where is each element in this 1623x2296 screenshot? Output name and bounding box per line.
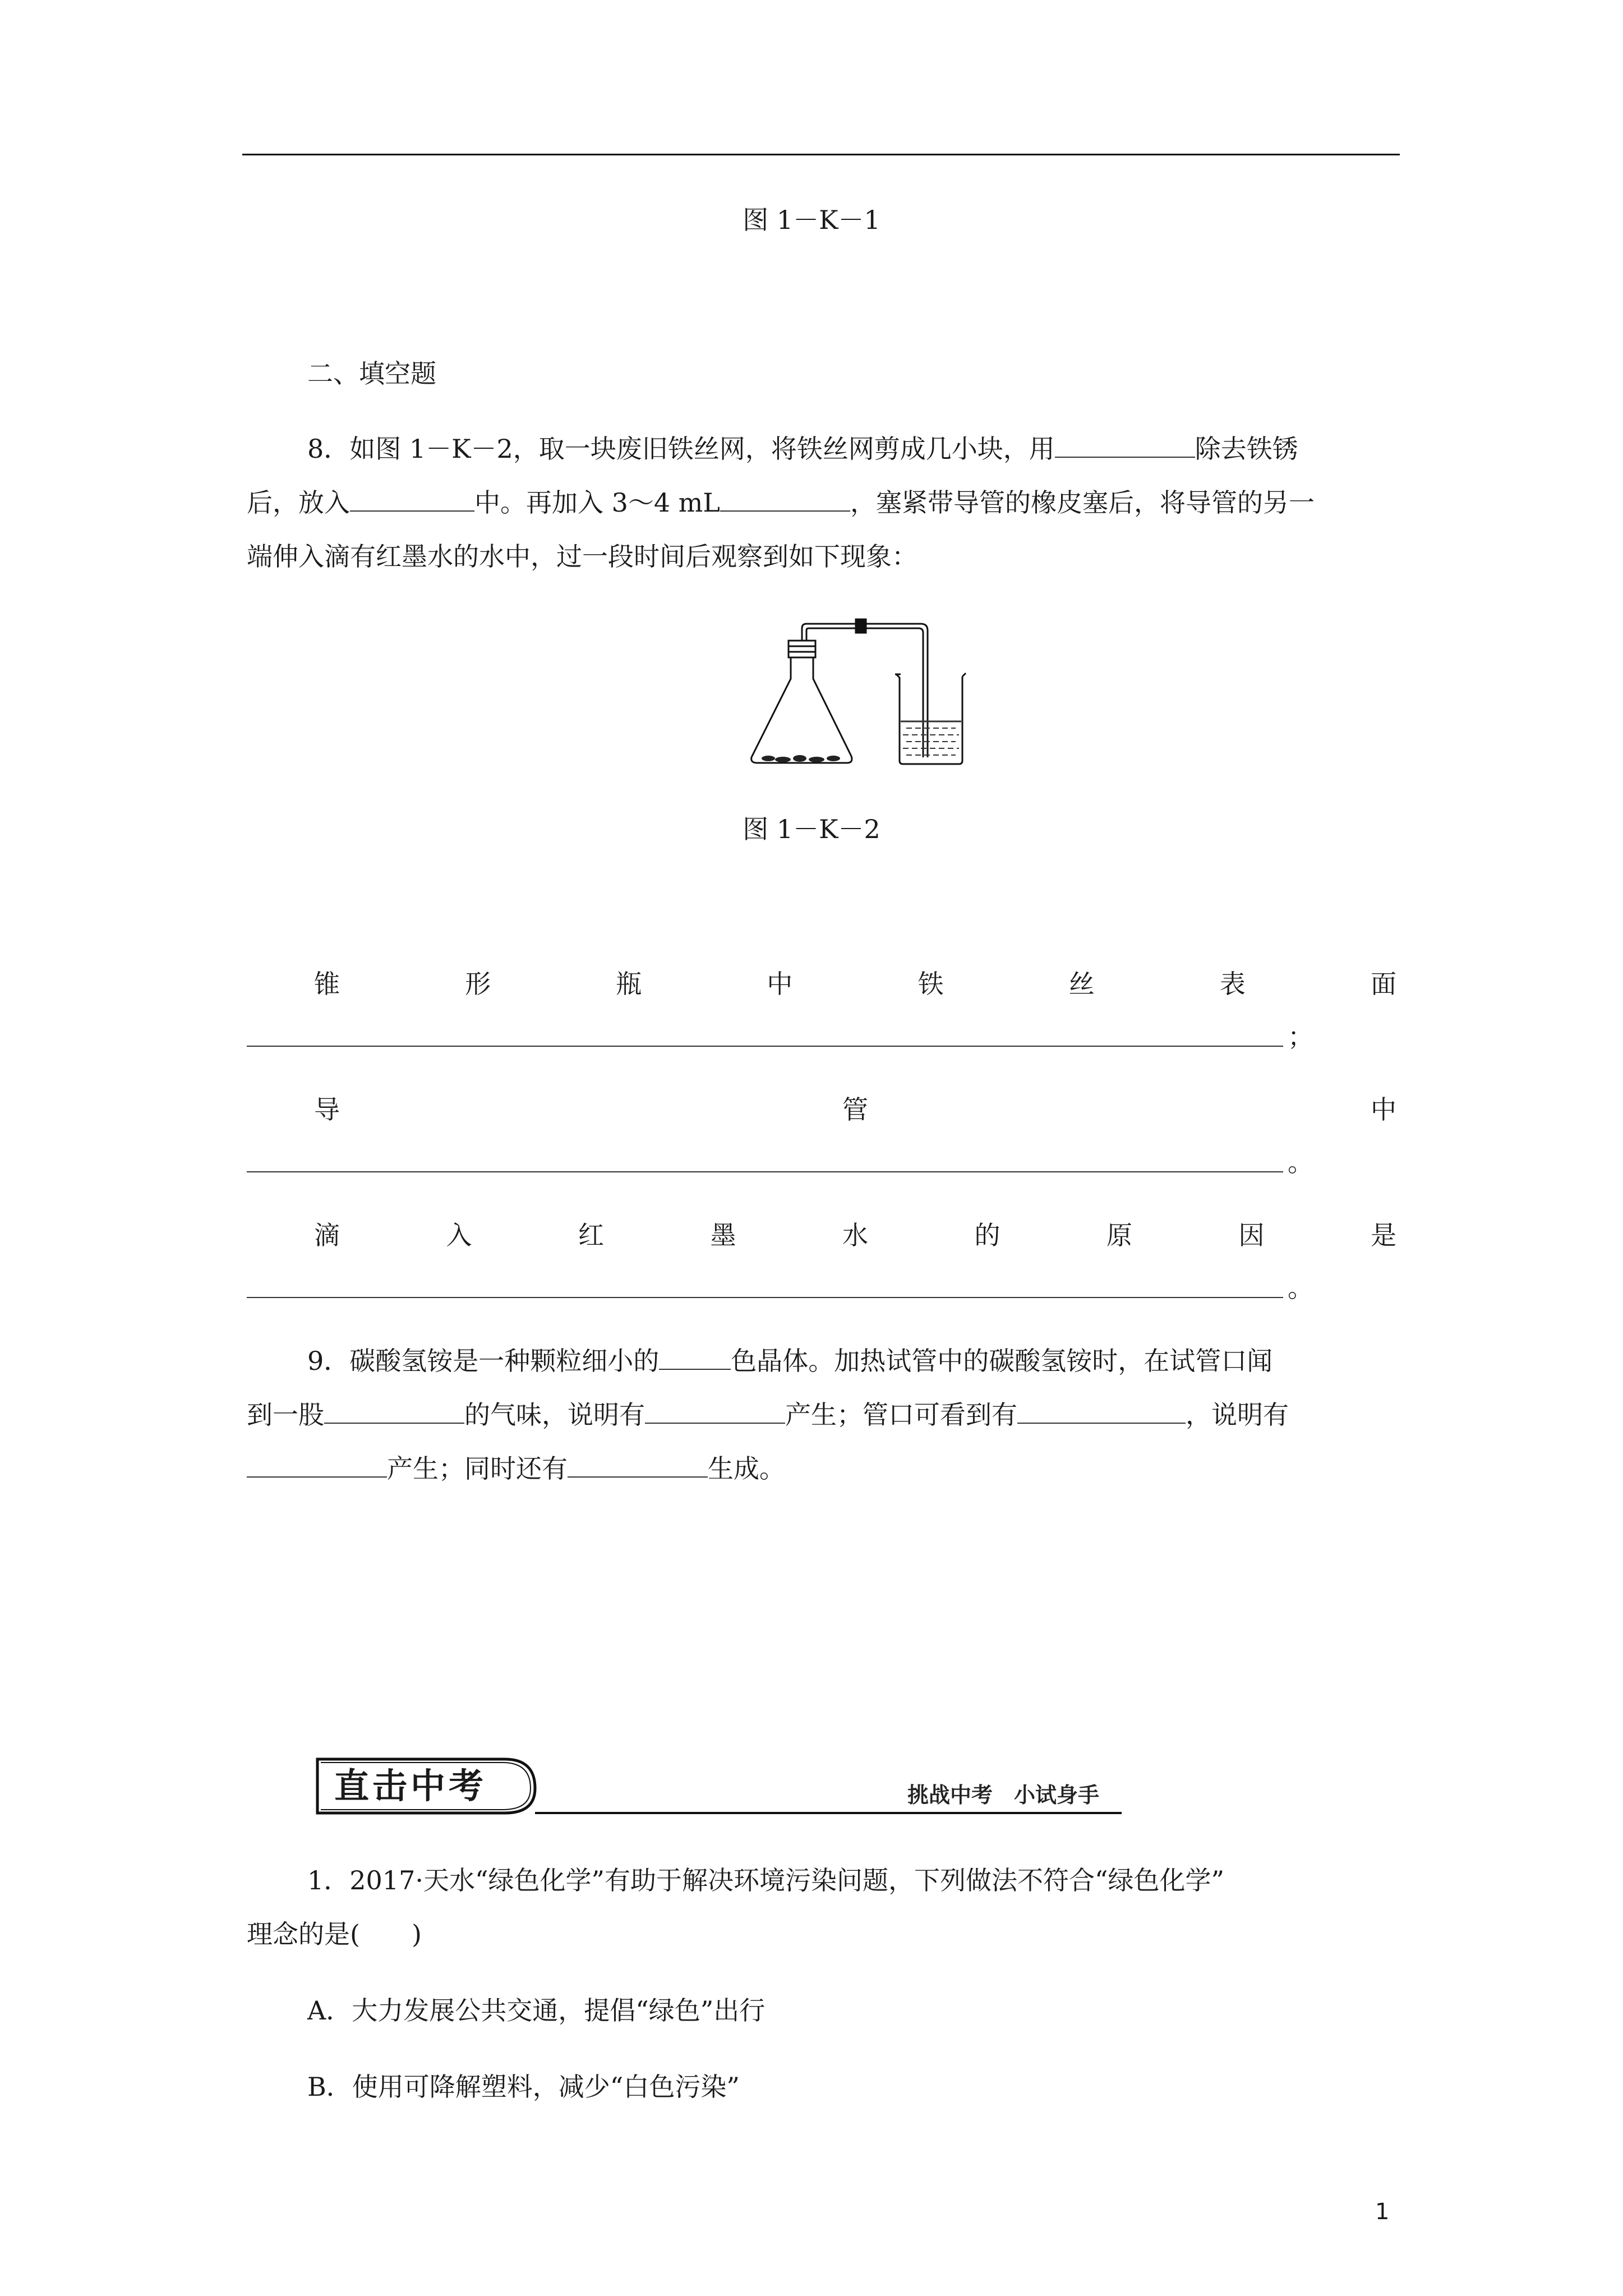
prompt-char: 面 bbox=[1370, 969, 1396, 999]
answer-blank[interactable] bbox=[645, 1398, 785, 1424]
flask-outline bbox=[751, 656, 852, 763]
q9-text: 产生；同时还有 bbox=[387, 1453, 568, 1484]
figure-1-caption: 图 1－K－1 bbox=[743, 205, 880, 235]
prompt-char: 红 bbox=[578, 1220, 604, 1250]
page-number: 1 bbox=[1375, 2199, 1390, 2225]
answer-blank[interactable] bbox=[568, 1452, 708, 1478]
answer-blank[interactable] bbox=[247, 1452, 387, 1478]
rubber-stopper bbox=[789, 641, 815, 657]
answer-blank[interactable] bbox=[324, 1398, 464, 1424]
answer-blank[interactable] bbox=[720, 486, 850, 512]
answer-line-2[interactable] bbox=[247, 1171, 1283, 1172]
q9-text: 色晶体。加热试管中的碳酸氢铵时，在试管口闻 bbox=[731, 1346, 1273, 1376]
observation-2-prompt bbox=[314, 1093, 1396, 1126]
prompt-char: 形 bbox=[465, 969, 491, 999]
q9-text: ，说明有 bbox=[1186, 1400, 1289, 1430]
q9-text: 到一股 bbox=[247, 1400, 324, 1430]
section-title-fill-blank: 二、填空题 bbox=[307, 358, 436, 389]
prompt-char: 铁 bbox=[917, 969, 944, 999]
prompt-char: 水 bbox=[842, 1220, 868, 1250]
answer-blank[interactable] bbox=[350, 486, 474, 512]
prompt-char: 瓶 bbox=[616, 969, 642, 999]
question-9-line-2 bbox=[247, 1398, 1289, 1432]
prompt-char: 原 bbox=[1106, 1220, 1132, 1250]
exam-question-1-line-2: 理念的是( ) bbox=[247, 1919, 422, 1949]
q9-text: 9．碳酸氢铵是一种颗粒细小的 bbox=[307, 1346, 660, 1376]
delivery-tube bbox=[802, 624, 928, 757]
option-b[interactable]: B．使用可降解塑料，减少“白色污染” bbox=[307, 2072, 740, 2102]
answer-line-3[interactable] bbox=[247, 1297, 1283, 1298]
answer-line-2-end: 。 bbox=[1288, 1147, 1313, 1177]
section-banner bbox=[314, 1757, 1122, 1819]
question-9-line-1 bbox=[307, 1344, 1272, 1378]
prompt-char: 导 bbox=[314, 1094, 340, 1125]
prompt-char: 丝 bbox=[1068, 969, 1095, 999]
question-9-line-3 bbox=[247, 1452, 785, 1485]
section-banner-title: 直击中考 bbox=[334, 1765, 487, 1806]
iron-wire-pieces bbox=[762, 755, 840, 762]
q8-text: 除去铁锈 bbox=[1195, 434, 1298, 464]
answer-line-1[interactable] bbox=[247, 1046, 1283, 1047]
exam-question-1-line-1: 1．2017·天水“绿色化学”有助于解决环境污染问题，下列做法不符合“绿色化学” bbox=[307, 1865, 1225, 1895]
observation-3-prompt bbox=[314, 1218, 1396, 1252]
q8-text: ，塞紧带导管的橡皮塞后，将导管的另一 bbox=[850, 487, 1315, 518]
q9-text: 产生；管口可看到有 bbox=[785, 1400, 1017, 1430]
question-8-line-1 bbox=[307, 432, 1298, 466]
prompt-char: 因 bbox=[1238, 1220, 1265, 1250]
answer-blank[interactable] bbox=[1055, 432, 1195, 458]
tube-clamp bbox=[856, 619, 866, 633]
q9-text: 生成。 bbox=[708, 1453, 785, 1484]
prompt-char: 入 bbox=[446, 1220, 472, 1250]
question-8-line-2 bbox=[247, 486, 1315, 519]
answer-blank[interactable] bbox=[1017, 1398, 1186, 1424]
question-8-line-3: 端伸入滴有红墨水的水中，过一段时间后观察到如下现象： bbox=[247, 541, 917, 572]
q9-text: 的气味，说明有 bbox=[464, 1400, 645, 1430]
prompt-char: 滴 bbox=[314, 1220, 340, 1250]
apparatus-figure bbox=[746, 611, 1004, 769]
prompt-char: 中 bbox=[1371, 1094, 1396, 1125]
q8-text: 中。再加入 3～4 mL bbox=[474, 487, 720, 518]
prompt-char: 表 bbox=[1219, 969, 1246, 999]
prompt-char: 的 bbox=[974, 1220, 1000, 1250]
observation-1-prompt bbox=[314, 967, 1396, 1001]
q8-text: 后，放入 bbox=[247, 487, 350, 518]
prompt-char: 墨 bbox=[710, 1220, 736, 1250]
prompt-char: 中 bbox=[767, 969, 793, 999]
header-rule bbox=[242, 154, 1400, 155]
answer-line-3-end: 。 bbox=[1288, 1273, 1313, 1303]
prompt-char: 锥 bbox=[314, 969, 340, 999]
answer-line-1-end: ； bbox=[1288, 1022, 1313, 1052]
q8-text: 8．如图 1－K－2，取一块废旧铁丝网，将铁丝网剪成几小块，用 bbox=[307, 434, 1055, 464]
beaker-outline bbox=[896, 674, 962, 764]
option-a[interactable]: A．大力发展公共交通，提倡“绿色”出行 bbox=[307, 1995, 766, 2026]
prompt-char: 是 bbox=[1371, 1220, 1396, 1250]
section-banner-subtitle: 挑战中考 小试身手 bbox=[907, 1783, 1100, 1807]
figure-2-caption: 图 1－K－2 bbox=[743, 814, 880, 844]
prompt-char: 管 bbox=[842, 1094, 868, 1125]
answer-blank[interactable] bbox=[659, 1344, 731, 1370]
